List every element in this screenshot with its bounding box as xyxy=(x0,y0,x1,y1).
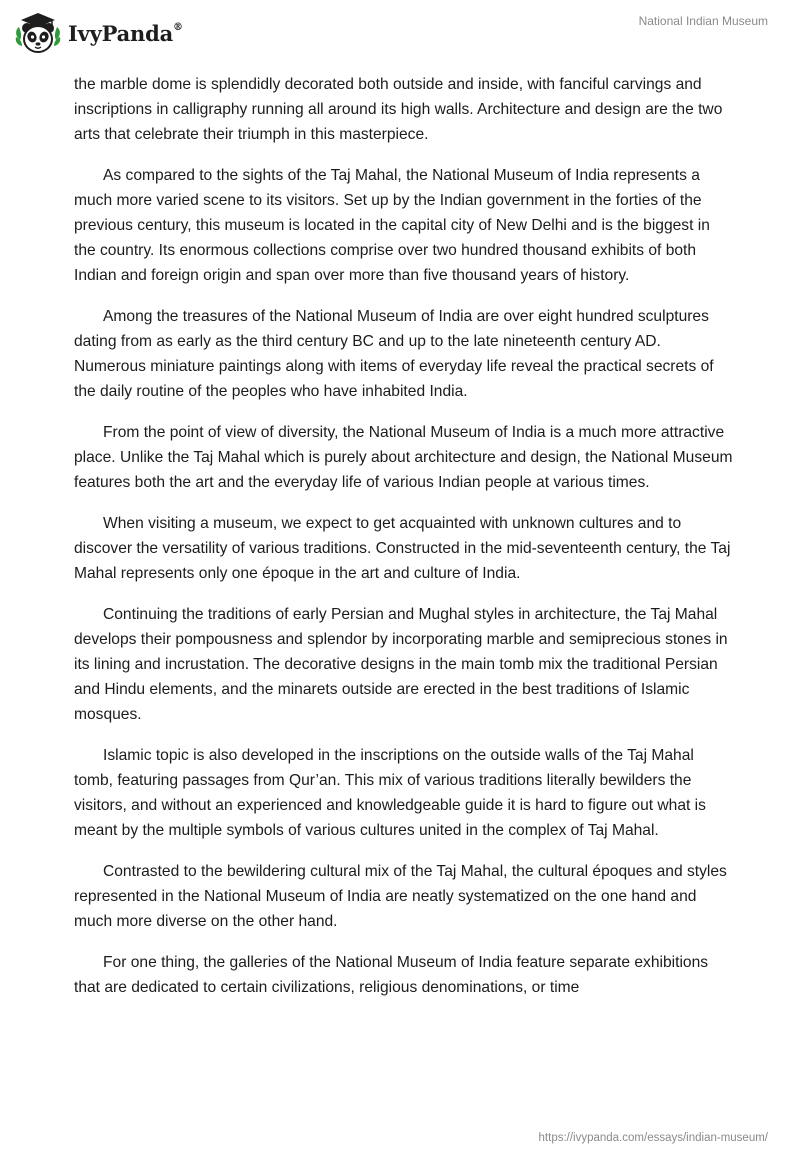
paragraph: Continuing the traditions of early Persian and Mughal styles in architecture, the Taj Mahal develops their pompousness and splendor by incorporating marble and semiprecious stones in its lining and incrustation. The decorative designs in the main tomb mix the traditional Persian and Hindu elements, and the minarets outside are erected in the best traditions of Islamic mosques. xyxy=(74,606,728,723)
brand-name[interactable] xyxy=(68,21,183,46)
source-url[interactable]: https://ivypanda.com/essays/indian-museum/ xyxy=(538,1132,768,1144)
paragraph: From the point of view of diversity, the National Museum of India is a much more attractive place. Unlike the Taj Mahal which is purely about architecture and design, the National Museum features both the art and the everyday life of various Indian people at various times. xyxy=(74,424,733,491)
document-title: National Indian Museum xyxy=(638,14,768,28)
essay-body xyxy=(74,72,734,1016)
page-header xyxy=(0,0,800,70)
paragraph: As compared to the sights of the Taj Mahal, the National Museum of India represents a much more varied scene to its visitors. Set up by the Indian government in the forties of the previous century, this museum is located in the capital city of New Delhi and is the biggest in the country. Its enormous collections comprise over two hundred thousand exhibits of both Indian and foreign origin and span over more than five thousand years of history. xyxy=(74,167,710,284)
brand-text: IvyPanda xyxy=(68,20,174,46)
paragraph: For one thing, the galleries of the National Museum of India feature separate exhibitions that are dedicated to certain civilizations, religious denominations, or time xyxy=(74,954,709,996)
paragraph: When visiting a museum, we expect to get acquainted with unknown cultures and to discover the versatility of various traditions. Constructed in the mid-seventeenth century, the Taj Mahal represents only one époque in the art and culture of India. xyxy=(74,515,731,582)
ivypanda-logo[interactable] xyxy=(14,10,183,56)
paragraph: Among the treasures of the National Museum of India are over eight hundred sculptures dating from as early as the third century BC and up to the late nineteenth century AD. Numerous miniature paintings along with items of everyday life reveal the practical secrets of the daily routine of the peoples who have inhabited India. xyxy=(74,308,714,400)
registered-mark: ® xyxy=(173,21,183,33)
panda-graduate-icon xyxy=(14,10,62,56)
paragraph: the marble dome is splendidly decorated both outside and inside, with fanciful carvings and inscriptions in calligraphy running all around its high walls. Architecture and design are the two arts that celebrate their triumph in this masterpiece. xyxy=(74,76,723,143)
paragraph: Contrasted to the bewildering cultural mix of the Taj Mahal, the cultural époques and styles represented in the National Museum of India are neatly systematized on the one hand and much more diverse on the other hand. xyxy=(74,863,727,930)
paragraph: Islamic topic is also developed in the inscriptions on the outside walls of the Taj Mahal tomb, featuring passages from Qur’an. This mix of various traditions literally bewilders the visitors, and without an experienced and knowledgeable guide it is hard to figure out what is meant by the multiple symbols of various cultures united in the complex of Taj Mahal. xyxy=(74,747,706,839)
